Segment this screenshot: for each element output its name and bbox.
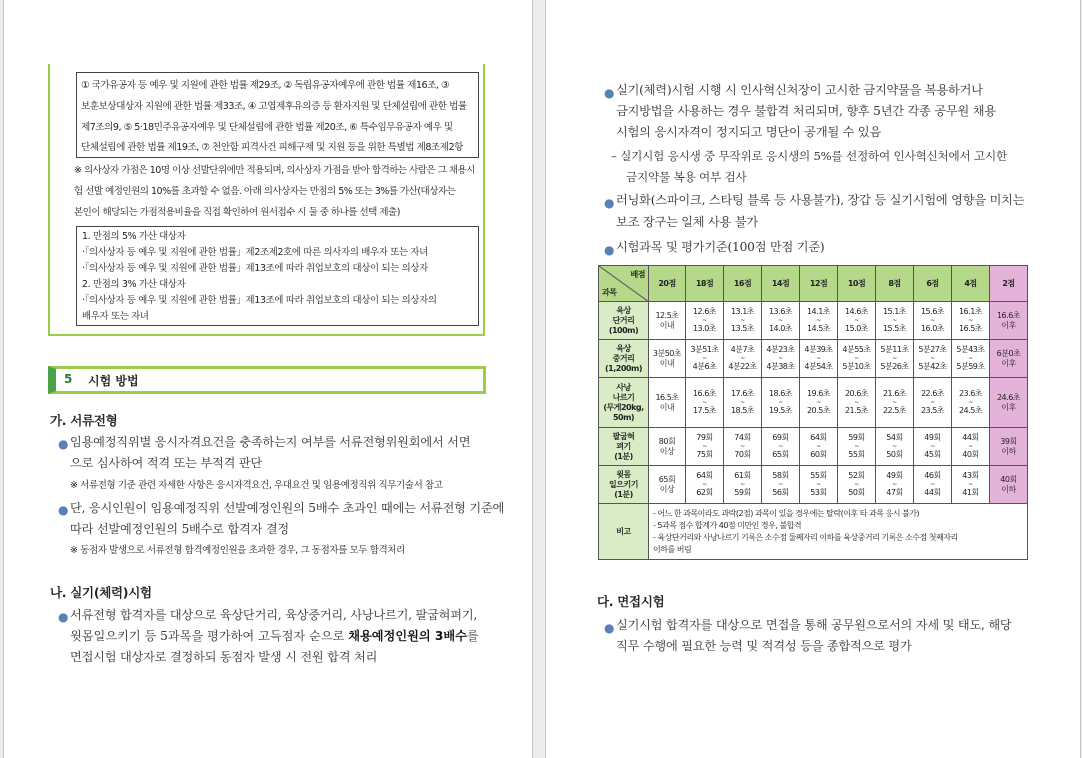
record-cell: 3분50초 이내: [649, 340, 686, 378]
section-title: 시험 방법: [88, 374, 139, 388]
record-cell: 55회 ~ 53회: [800, 466, 838, 504]
table-corner-cell: [599, 266, 649, 302]
record-cell: 64회 ~ 62회: [686, 466, 724, 504]
fail-record-cell: 16.6초 이후: [990, 302, 1028, 340]
bullet-icon: ●: [58, 610, 69, 624]
record-cell: 49회 ~ 45회: [914, 428, 952, 466]
subject-cell: 윗몸 일으키기 (1분): [599, 466, 649, 504]
record-cell: 20.6초 ~ 21.5초: [838, 378, 876, 428]
table-row: [599, 340, 1028, 378]
fail-record-cell: 6분0초 이후: [990, 340, 1028, 378]
record-cell: 4분23초 ~ 4분38초: [762, 340, 800, 378]
bonus-target-line-1: 1. 만점의 5% 가산 대상자: [82, 231, 186, 242]
r-b3: 시험과목 및 평가기준(100점 만점 기준): [616, 240, 825, 254]
bonus-target-line-6: 배우자 또는 자녀: [82, 311, 149, 322]
bonus-target-line-3: ·「의사상자 등 예우 및 지원에 관한 법률」제13조에 따라 취업보호의 대상이 되는 의상자: [82, 263, 428, 274]
section-5-header: [48, 366, 486, 394]
record-cell: 5분27초 ~ 5분42초: [914, 340, 952, 378]
score-header: 14점: [762, 266, 800, 302]
law-list-line-3: 제7조의9, ⑤ 5·18민주유공자예우 및 단체설립에 관한 법률 제20조, ⑥ 특수임무유공자 예우 및: [81, 121, 453, 133]
fail-record-cell: 24.6초 이후: [990, 378, 1028, 428]
section-number: 5: [64, 372, 73, 386]
bullet-icon: ●: [604, 86, 615, 100]
score-header: 2점: [990, 266, 1028, 302]
bullet-icon: ●: [604, 243, 615, 257]
bonus-target-text: [82, 229, 437, 325]
record-cell: 17.6초 ~ 18.5초: [724, 378, 762, 428]
record-cell: 61회 ~ 59회: [724, 466, 762, 504]
record-cell: 23.6초 ~ 24.5초: [952, 378, 990, 428]
na-line-2-highlight: 채용예정인원의 3배수: [348, 629, 467, 643]
record-cell: 4분39초 ~ 4분54초: [800, 340, 838, 378]
record-cell: 64회 ~ 60회: [800, 428, 838, 466]
remarks-row: [599, 504, 1028, 560]
record-cell: 5분43초 ~ 5분59초: [952, 340, 990, 378]
record-cell: 5분11초 ~ 5분26초: [876, 340, 914, 378]
score-header: 8점: [876, 266, 914, 302]
r-b2-line-1: 러닝화(스파이크, 스타팅 블록 등 사용불가), 장갑 등 실기시험에 영향을 미치는: [616, 193, 1025, 207]
bullet-icon: ●: [58, 437, 69, 451]
r-b1-line-3: 시험의 응시자격이 정지되고 명단이 공개될 수 있음: [616, 125, 882, 139]
r-b2-line-2: 보조 장구는 일체 사용 불가: [616, 215, 759, 229]
subject-cell: 팔굽혀 펴기 (1분): [599, 428, 649, 466]
record-cell: 79회 ~ 75회: [686, 428, 724, 466]
score-header: 16점: [724, 266, 762, 302]
record-cell: 59회 ~ 55회: [838, 428, 876, 466]
record-cell: 43회 ~ 41회: [952, 466, 990, 504]
score-header: 18점: [686, 266, 724, 302]
na-line-1: 서류전형 합격자를 대상으로 육상단거리, 육상중거리, 사낭나르기, 팔굽혀펴기,: [70, 608, 478, 622]
da-line-1: 실기시험 합격자를 대상으로 면접을 통해 공무원으로서의 자세 및 태도, 해당: [616, 618, 1012, 632]
ga-bullet-2-line-2: 따라 선발예정인원의 5배수로 합격자 결정: [70, 522, 289, 536]
record-cell: 15.6초 ~ 16.0초: [914, 302, 952, 340]
record-cell: 16.6초 ~ 17.5초: [686, 378, 724, 428]
bonus-target-line-5: ·「의사상자 등 예우 및 지원에 관한 법률」제13조에 따라 취업보호의 대상이 되는 의상자의: [82, 295, 437, 306]
r-b1-line-2: 금지방법을 사용하는 경우 불합격 처리되며, 향후 5년간 각종 공무원 채용: [616, 104, 996, 118]
law-list-line-2: 보훈보상대상자 지원에 관한 법률 제33조, ④ 고엽제후유의증 등 환자지원 및 단체설립에 관한 법률: [81, 100, 467, 112]
record-cell: 16.5초 이내: [649, 378, 686, 428]
record-cell: 4분55초 ~ 5분10초: [838, 340, 876, 378]
record-cell: 21.6초 ~ 22.5초: [876, 378, 914, 428]
record-cell: 3분51초 ~ 4분6초: [686, 340, 724, 378]
record-cell: 74회 ~ 70회: [724, 428, 762, 466]
record-cell: 54회 ~ 50회: [876, 428, 914, 466]
score-header: 4점: [952, 266, 990, 302]
veteran-note-line-2: 험 선발 예정인원의 10%를 초과할 수 없음. 아래 의사상자는 만점의 5% 또는 3%를 가산(대상자는: [74, 186, 456, 197]
law-list-line-1: ① 국가유공자 등 예우 및 지원에 관한 법률 제29조, ② 독립유공자예우에 관한 법률 제16조, ③: [81, 80, 450, 91]
r-b1-line-1: 실기(체력)시험 시행 시 인사혁신처장이 고시한 금지약물을 복용하거나: [616, 83, 983, 97]
record-cell: 14.1초 ~ 14.5초: [800, 302, 838, 340]
veteran-note-line-1: ※ 의사상자 가점은 10명 이상 선발단위에만 적용되며, 의사상자 가점을 받아 합격하는 사람은 그 채용시: [74, 165, 475, 176]
heading-physical-test: 나. 실기(체력)시험: [50, 585, 152, 600]
record-cell: 12.6초 ~ 13.0초: [686, 302, 724, 340]
r-b1-dash-line-1: – 실기시험 응시생 중 무작위로 응시생의 5%를 선정하여 인사혁신처에서 고시한: [611, 149, 1007, 163]
record-cell: 15.1초 ~ 15.5초: [876, 302, 914, 340]
score-header: 10점: [838, 266, 876, 302]
record-cell: 65회 이상: [649, 466, 686, 504]
fail-record-cell: 40회 이하: [990, 466, 1028, 504]
record-cell: 46회 ~ 44회: [914, 466, 952, 504]
table-row: [599, 378, 1028, 428]
veteran-note-line-3: 본인이 해당되는 가점적용비율을 직접 확인하여 원서접수 시 둘 중 하나를 선택 제출): [74, 207, 400, 218]
record-cell: 49회 ~ 47회: [876, 466, 914, 504]
heading-document-screening: 가. 서류전형: [50, 413, 118, 428]
ga-bullet-1-note: ※ 서류전형 기준 관련 자세한 사항은 응시자격요건, 우대요건 및 임용예정직위 직무기술서 참고: [70, 480, 443, 491]
score-header: 6점: [914, 266, 952, 302]
na-line-2c: 를: [466, 629, 479, 643]
ga-bullet-1-line-1: 임용예정직위별 응시자격요건을 충족하는지 여부를 서류전형위원회에서 서면: [70, 435, 471, 449]
table-header-row: [599, 266, 1028, 302]
remarks-label: 비고: [599, 504, 649, 560]
record-cell: 22.6초 ~ 23.5초: [914, 378, 952, 428]
record-cell: 12.5초 이내: [649, 302, 686, 340]
na-line-2a: 윗몸일으키기 등 5과목을 평가하여 고득점자 순으로: [70, 629, 349, 643]
law-list-text: [81, 76, 467, 159]
record-cell: 18.6초 ~ 19.5초: [762, 378, 800, 428]
record-cell: 58회 ~ 56회: [762, 466, 800, 504]
record-cell: 80회 이상: [649, 428, 686, 466]
ga-bullet-2-line-1: 단, 응시인원이 임용예정직위 선발예정인원의 5배수 초과인 때에는 서류전형 기준에: [70, 501, 505, 515]
subject-cell: 육상 단거리 (100m): [599, 302, 649, 340]
table-row: [599, 428, 1028, 466]
law-list-line-4: 단체설립에 관한 법률 제19조, ⑦ 천안함 피격사건 피해구제 및 지원 등을 위한 특별법 제8조제2항: [81, 142, 463, 154]
na-line-2: [70, 626, 479, 648]
heading-interview: 다. 면접시험: [597, 594, 665, 609]
r-b1-dash-line-2: 금지약물 복용 여부 검사: [626, 170, 747, 184]
record-cell: 13.6초 ~ 14.0초: [762, 302, 800, 340]
subject-cell: 육상 중거리 (1,200m): [599, 340, 649, 378]
na-line-3: 면접시험 대상자로 결정하되 동점자 발생 시 전원 합격 처리: [70, 650, 378, 664]
scoring-table: [598, 265, 1028, 560]
ga-bullet-1-line-2: 으로 심사하여 적격 또는 부적격 판단: [70, 456, 262, 470]
subject-cell: 사낭 나르기 (무게20kg, 50m): [599, 378, 649, 428]
record-cell: 52회 ~ 50회: [838, 466, 876, 504]
corner-label-score: 배점: [630, 270, 645, 279]
record-cell: 19.6초 ~ 20.5초: [800, 378, 838, 428]
record-cell: 44회 ~ 40회: [952, 428, 990, 466]
record-cell: 14.6초 ~ 15.0초: [838, 302, 876, 340]
remarks-content: - 어느 한 과목이라도 과락(2점) 과목이 있을 경우에는 탈락(이후 타 과목 응시 불가) - 5과목 점수 합계가 40점 미만인 경우, 불합격 - 육상단거리와 사낭나르기 기록은 소수점 둘째자리 이하를 육상중거리 기록은 소수점 첫째자리 이하를 버림: [649, 504, 1028, 560]
veteran-note: [74, 160, 475, 223]
record-cell: 4분7초 ~ 4분22초: [724, 340, 762, 378]
corner-label-subject: 과목: [602, 288, 617, 297]
score-header: 12점: [800, 266, 838, 302]
score-header: 20점: [649, 266, 686, 302]
bonus-target-line-2: ·「의사상자 등 예우 및 지원에 관한 법률」제2조제2호에 따른 의사자의 배우자 또는 자녀: [82, 247, 428, 258]
bullet-icon: ●: [604, 621, 615, 635]
bullet-icon: ●: [58, 503, 69, 517]
bullet-icon: ●: [604, 196, 615, 210]
record-cell: 13.1초 ~ 13.5초: [724, 302, 762, 340]
ga-bullet-2-note: ※ 동점자 발생으로 서류전형 합격예정인원을 초과한 경우, 그 동점자를 모두 합격처리: [70, 545, 405, 556]
record-cell: 16.1초 ~ 16.5초: [952, 302, 990, 340]
bonus-target-line-4: 2. 만점의 3% 가산 대상자: [82, 279, 186, 290]
fail-record-cell: 39회 이하: [990, 428, 1028, 466]
record-cell: 69회 ~ 65회: [762, 428, 800, 466]
table-row: [599, 466, 1028, 504]
table-row: [599, 302, 1028, 340]
da-line-2: 직무 수행에 필요한 능력 및 적격성 등을 종합적으로 평가: [616, 639, 912, 653]
